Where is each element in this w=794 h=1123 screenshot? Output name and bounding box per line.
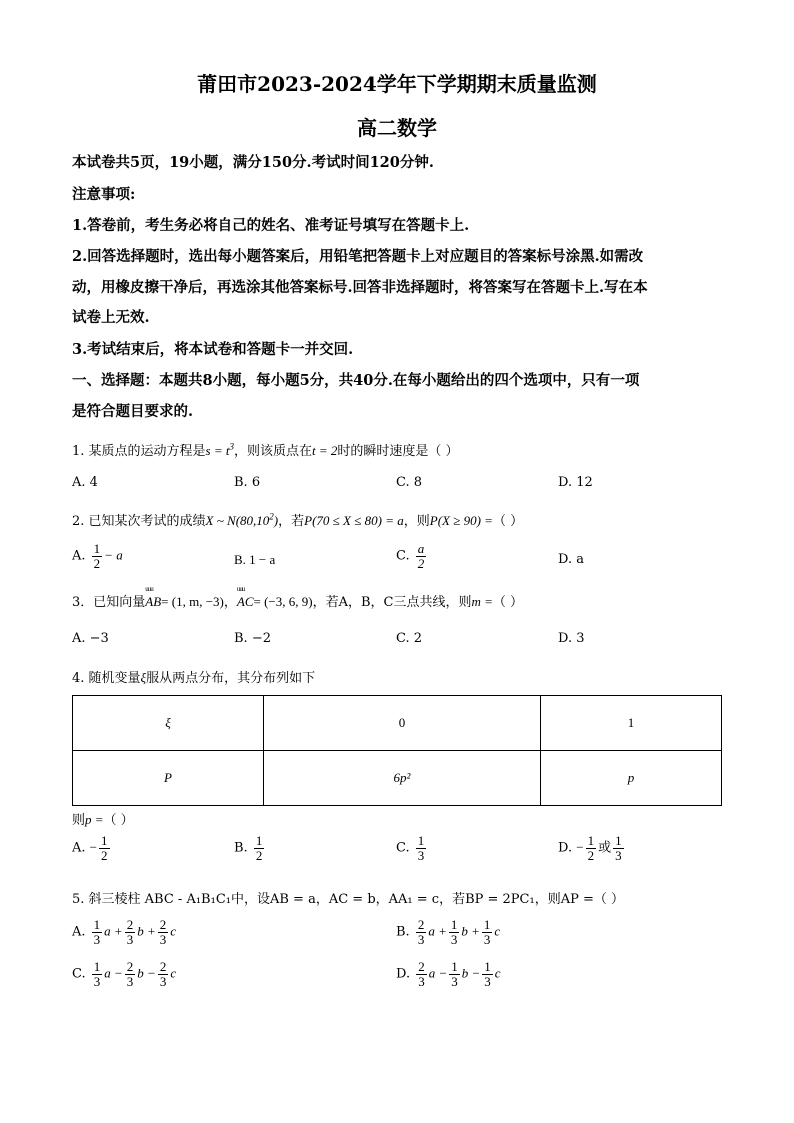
q5-a-frac-1 [92, 918, 103, 946]
q2-suffix: （ ） [492, 514, 524, 529]
section-heading-line1: 一、选择题：本题共8小题，每小题5分，共40分.在每小题给出的四个选项中，只有一项 [72, 372, 640, 389]
q5-c-label: C. [72, 966, 86, 982]
q5-b-n1: 2 [417, 917, 425, 932]
q3-option-d: D. 3 [558, 631, 585, 646]
q4-ask-suffix: （ ） [103, 813, 134, 828]
q5-a-n1: 1 [93, 917, 101, 932]
q1-mid: ，则该质点在 [234, 444, 313, 459]
q1-option-a: A. 4 [72, 475, 98, 490]
q2-a-num: 1 [93, 541, 101, 556]
q3-mid: ，若A，B，C三点共线，则 [312, 595, 472, 610]
q1-option-c: C. 8 [396, 475, 423, 490]
q5-a-d2: 3 [126, 931, 134, 947]
q1-option-b: B. 6 [234, 475, 261, 490]
q5-d-t3: c [494, 965, 501, 981]
q1-time: t = 2 [312, 443, 338, 458]
q2-a-label: A. [72, 548, 86, 564]
q4-c-fraction [416, 834, 427, 862]
q5-c-frac-3 [158, 960, 169, 988]
q2-prefix: 2. 已知某次考试的成绩 [72, 514, 206, 529]
q4-xi: ξ [140, 670, 147, 685]
q5-c-frac-1 [92, 960, 103, 988]
q5-b-d1: 3 [417, 931, 425, 947]
q5-c-frac-2 [125, 960, 136, 988]
q5-d-t1: a − [428, 965, 448, 981]
q2-c-fraction [416, 542, 427, 570]
q5-option-c [72, 960, 176, 988]
q2-a-fraction [92, 542, 103, 570]
q4-d-num1: 1 [587, 833, 595, 848]
q4-b-den: 2 [255, 847, 263, 863]
page-subtitle: 高二数学 [357, 116, 437, 140]
question-4-stem [72, 667, 315, 686]
q2-a-den: 2 [93, 555, 101, 571]
q4-a-num: 1 [101, 833, 108, 848]
distribution-table [72, 695, 722, 806]
q5-option-b [396, 918, 500, 946]
q5-d-n1: 2 [418, 959, 425, 974]
q5-d-frac-1 [416, 960, 427, 988]
table-cell: 6p² [264, 751, 541, 806]
q2-ask: P(X ≥ 90) = [429, 513, 493, 528]
q5-d-n3: 1 [484, 959, 491, 974]
q2-option-a [72, 542, 123, 570]
q3-prefix: 3．已知向量 [72, 595, 146, 610]
q2-a-tail: − a [104, 547, 123, 563]
q5-d-d2: 3 [451, 973, 458, 989]
question-3-stem [72, 591, 523, 610]
q4-a-fraction [99, 834, 110, 862]
q2-dist-end: ) [273, 513, 279, 528]
q2-distribution [206, 513, 279, 528]
q5-c-t3: c [170, 965, 177, 981]
q5-c-n3: 2 [159, 959, 167, 974]
q4-d-fraction-2 [613, 834, 624, 862]
q5-d-frac-3 [482, 960, 493, 988]
q5-a-d3: 3 [159, 931, 167, 947]
q4-d-den2: 3 [615, 847, 622, 863]
q4-prefix: 4. 随机变量 [72, 671, 141, 686]
table-row [73, 696, 722, 751]
q2-option-d: D. a [558, 552, 584, 567]
q4-d-label: D. [558, 840, 573, 856]
q4-c-den: 3 [417, 847, 425, 863]
q2-option-c [396, 542, 428, 570]
q4-option-a [72, 834, 112, 862]
q4-ask: 则 [72, 813, 86, 828]
question-5-stem: 5. 斜三棱柱 ABC - A₁B₁C₁中，设AB = a，AC = b，AA₁ = c，若BP = 2PC₁，则AP =（ ） [72, 892, 624, 907]
q4-d-fraction-1 [586, 834, 597, 862]
q3-m-eq: m = [471, 594, 493, 609]
notice-item-2-line2: 动，用橡皮擦干净后，再选涂其他答案标号.回答非选择题时，将答案写在答题卡上.写在本 [72, 279, 648, 296]
q5-a-frac-3 [158, 918, 169, 946]
q2-c-num: a [417, 541, 425, 556]
q2-condition: P(70 ≤ X ≤ 80) = a [304, 513, 404, 528]
q5-b-d2: 3 [450, 931, 458, 947]
q4-option-c [396, 834, 428, 862]
q1-equation [206, 443, 234, 458]
q3-sep: ， [223, 595, 237, 610]
q5-b-t3: c [494, 923, 501, 939]
vector-ab-value: = (1, m, −3) [161, 594, 224, 609]
notice-item-1: 1.答卷前，考生务必将自己的姓名、准考证号填写在答题卡上. [72, 217, 470, 234]
q5-a-label: A. [72, 924, 86, 940]
q5-b-t2: b + [461, 923, 480, 939]
table-cell: 1 [541, 696, 722, 751]
section-heading-line2: 是符合题目要求的. [72, 403, 194, 420]
table-cell: ξ [73, 696, 264, 751]
q3-suffix: （ ） [492, 595, 524, 610]
notice-item-2-line3: 试卷上无效. [72, 309, 150, 326]
notice-item-2-line1: 2.回答选择题时，选出每小题答案后，用铅笔把答题卡上对应题目的答案标号涂黑.如需改 [72, 248, 644, 265]
q5-b-frac-3 [482, 918, 493, 946]
q2-mid2: ，则 [403, 514, 430, 529]
page-title: 莆田市2023-2024学年下学期期末质量监测 [197, 72, 597, 96]
q5-a-t1: a + [104, 923, 123, 939]
q5-c-n1: 1 [93, 959, 101, 974]
q5-b-frac-2 [449, 918, 460, 946]
q5-option-a [72, 918, 176, 946]
q4-d-num2: 1 [615, 833, 622, 848]
q4-a-label: A. [72, 840, 86, 856]
q5-b-n3: 1 [483, 917, 491, 932]
vector-ab: uuu AB [145, 594, 161, 610]
vector-ac-value: = (−3, 6, 9) [253, 594, 313, 609]
notice-item-3: 3.考试结束后，将本试卷和答题卡一并交回. [72, 341, 354, 358]
q5-a-n3: 2 [159, 917, 167, 932]
q5-option-d [396, 960, 501, 988]
q5-b-t1: a + [428, 923, 447, 939]
q5-a-frac-2 [125, 918, 136, 946]
q4-option-d [558, 834, 626, 862]
q4-c-num: 1 [417, 833, 425, 848]
q1-eq-base: s = t [205, 443, 230, 458]
q1-eq-exp: 3 [229, 441, 234, 452]
vector-ac: uuu AC [237, 594, 254, 610]
q5-b-n2: 1 [450, 917, 458, 932]
question-4-ask [72, 809, 134, 828]
q2-mid: ，若 [278, 514, 305, 529]
question-1-stem [72, 440, 459, 459]
q5-d-t2: b − [461, 965, 481, 981]
q4-d-or: 或 [598, 840, 612, 856]
q4-ask-var: p = [85, 812, 104, 827]
q5-c-t1: a − [104, 965, 123, 981]
q4-b-fraction [254, 834, 265, 862]
q5-a-t2: b + [137, 923, 156, 939]
q2-c-den: 2 [417, 555, 425, 571]
q4-d-sign: − [576, 839, 584, 855]
q5-c-n2: 2 [126, 959, 134, 974]
question-2-stem [72, 510, 523, 529]
q5-b-frac-1 [416, 918, 427, 946]
q3-option-b: B. −2 [234, 631, 271, 646]
q5-d-d3: 3 [484, 973, 491, 989]
q2-c-label: C. [396, 548, 410, 564]
q5-d-d1: 3 [418, 973, 425, 989]
q5-a-d1: 3 [93, 931, 101, 947]
q4-c-label: C. [396, 840, 410, 856]
table-cell: P [73, 751, 264, 806]
q5-b-d3: 3 [483, 931, 491, 947]
table-cell: 0 [264, 696, 541, 751]
q4-suffix: 服从两点分布，其分布列如下 [146, 671, 316, 686]
q5-b-label: B. [396, 924, 410, 940]
notice-heading: 注意事项: [72, 186, 136, 203]
table-cell: p [541, 751, 722, 806]
q4-a-sign: − [89, 839, 98, 855]
q5-a-t3: c [170, 923, 177, 939]
q5-d-n2: 1 [451, 959, 458, 974]
q5-a-n2: 2 [126, 917, 134, 932]
q5-c-t2: b − [137, 965, 156, 981]
q1-suffix: 时的瞬时速度是（ ） [337, 444, 459, 459]
q5-d-label: D. [396, 966, 411, 982]
q5-c-d1: 3 [93, 973, 101, 989]
exam-summary: 本试卷共5页，19小题，满分150分.考试时间120分钟. [72, 154, 434, 171]
q4-b-label: B. [234, 840, 248, 856]
q2-dist-exp: 2 [269, 511, 274, 522]
q5-c-d3: 3 [159, 973, 167, 989]
q4-a-den: 2 [101, 847, 108, 863]
q2-option-b: B. 1 − a [234, 552, 276, 567]
q4-d-den1: 2 [587, 847, 595, 863]
table-row [73, 751, 722, 806]
q5-c-d2: 3 [126, 973, 134, 989]
q3-option-c: C. 2 [396, 631, 423, 646]
q3-option-a: A. −3 [72, 631, 109, 646]
q2-dist-base: X ~ N(80,10 [205, 513, 270, 528]
q1-prefix: 1. 某质点的运动方程是 [72, 444, 206, 459]
q5-d-frac-2 [449, 960, 460, 988]
q4-b-num: 1 [255, 833, 263, 848]
q4-option-b [234, 834, 266, 862]
q1-option-d: D. 12 [558, 475, 593, 490]
